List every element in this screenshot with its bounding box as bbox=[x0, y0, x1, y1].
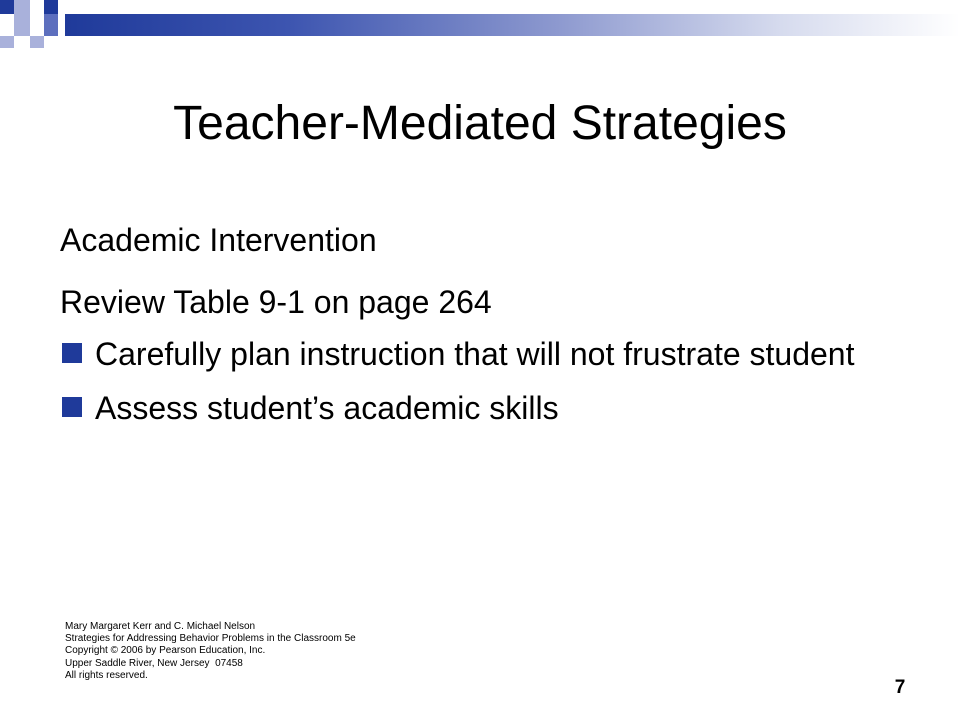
square-bullet-icon bbox=[62, 343, 82, 363]
slide-title: Teacher-Mediated Strategies bbox=[173, 97, 787, 150]
square-bullet-icon bbox=[62, 397, 82, 417]
page-number: 7 bbox=[894, 677, 906, 698]
footer-line: Copyright © 2006 by Pearson Education, Inc. bbox=[65, 645, 266, 657]
body-line-1: Academic Intervention bbox=[60, 222, 377, 258]
footer-line: Upper Saddle River, New Jersey 07458 bbox=[65, 657, 243, 669]
decor-square-light-4 bbox=[0, 36, 14, 48]
copyright-footer bbox=[65, 621, 485, 682]
footer-line: All rights reserved. bbox=[65, 669, 148, 681]
decor-square-light-1 bbox=[14, 0, 30, 14]
footer-line: Mary Margaret Kerr and C. Michael Nelson bbox=[65, 621, 256, 632]
slide-body bbox=[60, 218, 920, 444]
decor-square-mid-1 bbox=[44, 14, 58, 36]
bullet-item bbox=[60, 390, 920, 426]
bullet-text: Assess student’s academic skills bbox=[95, 390, 559, 426]
header-gradient-bar bbox=[65, 14, 960, 36]
decor-square-navy-2 bbox=[44, 0, 58, 14]
decor-square-light-2 bbox=[14, 14, 30, 36]
decor-square-navy-1 bbox=[0, 0, 14, 14]
bullet-text: Carefully plan instruction that will not frustrate student bbox=[95, 336, 855, 372]
body-line-2: Review Table 9-1 on page 264 bbox=[60, 284, 492, 320]
header-decoration bbox=[0, 0, 960, 60]
footer-line: Strategies for Addressing Behavior Problems in the Classroom 5e bbox=[65, 633, 356, 645]
bullet-item bbox=[60, 336, 920, 372]
decor-square-light-3 bbox=[30, 36, 44, 48]
